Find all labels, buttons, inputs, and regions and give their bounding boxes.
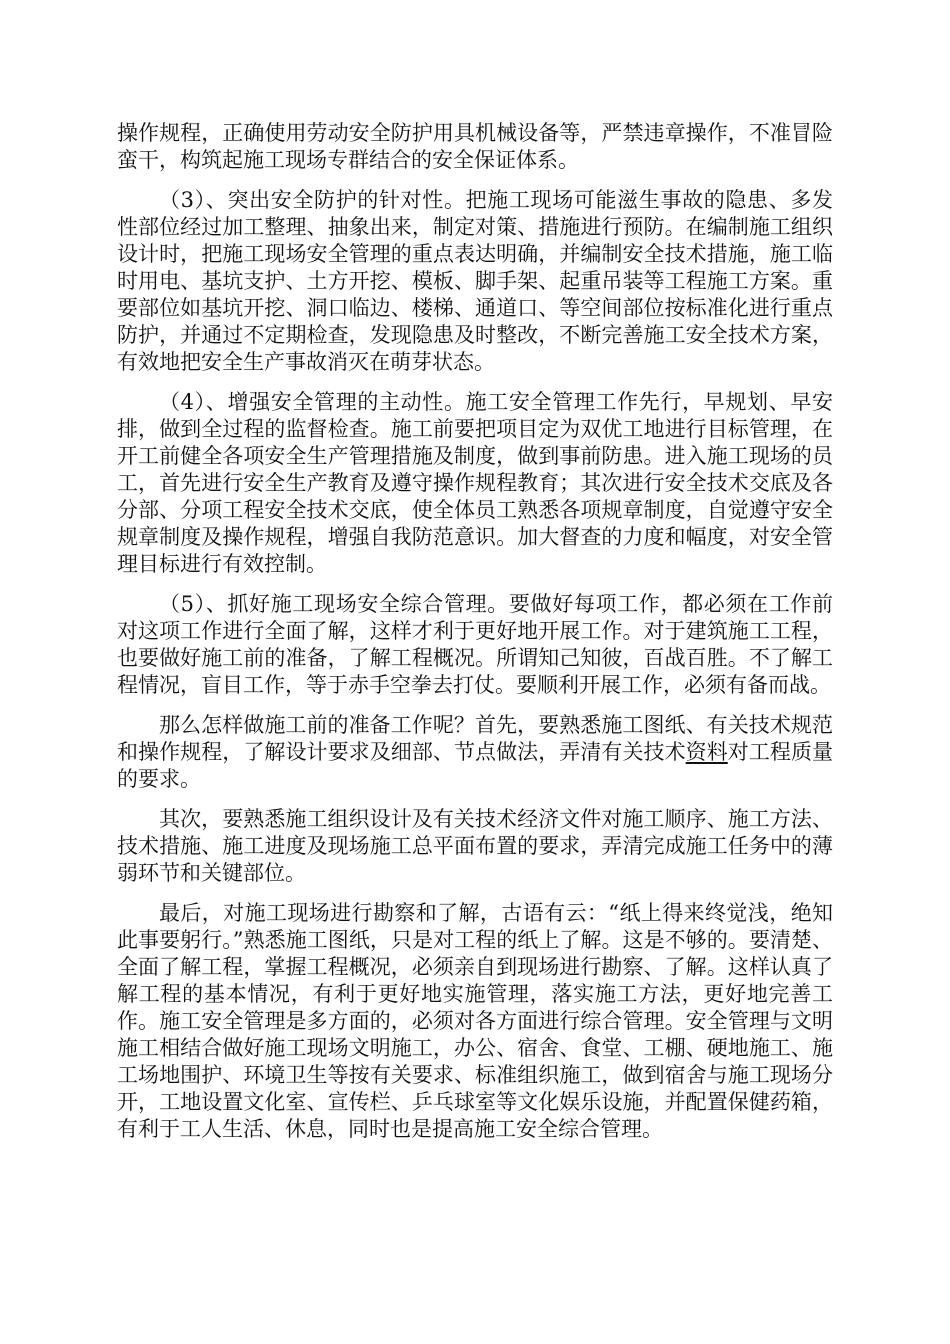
document-page <box>117 120 833 1156</box>
materials-link[interactable]: 资料 <box>685 740 728 764</box>
paragraph-preparation-tail: 对工程质量的要求。 <box>117 740 834 791</box>
paragraph-site-management: （5）、抓好施工现场安全综合管理。要做好每项工作，都必须在工作前对这项工作进行全面了解，这样才利于更好地开展工作。对于建筑施工工程，也要做好施工前的准备，了解工程概况。所谓知己知彼，百战百胜。不了解工程情况，盲目工作，等于赤手空拳去打仗。要顺利开展工作，必须有备而战。 <box>117 592 833 697</box>
paragraph-last: 最后，对施工现场进行勘察和了解，古语有云：“纸上得来终觉浅，绝知此事要躬行。”熟悉施工图纸，只是对工程的纸上了解。这是不够的。要清楚、全面了解工程，掌握工程概况，必须亲自到现场进行勘察、了解。这样认真了解工程的基本情况，有利于更好地实施管理，落实施工方法，更好地完善工作。施工安全管理是多方面的，必须对各方面进行综合管理。安全管理与文明施工相结合做好施工现场文明施工，办公、宿舍、食堂、工棚、硬地施工、施工场地围护、环境卫生等按有关要求、标准组织施工，做到宿舍与施工现场分开，工地设置文化室、宣传栏、乒乓球室等文化娱乐设施，并配置保健药箱，有利于工人生活、休息，同时也是提高施工安全综合管理。 <box>117 901 833 1141</box>
paragraph-continuation: 操作规程，正确使用劳动安全防护用具机械设备等，严禁违章操作，不准冒险蛮干，构筑起施工现场专群结合的安全保证体系。 <box>117 121 833 172</box>
paragraph-preparation-text: 那么怎样做施工前的准备工作呢？首先，要熟悉施工图纸、有关技术规范和操作规程，了解设计要求及细部、节点做法，弄清有关技术 <box>117 713 833 764</box>
paragraph-preparation <box>117 712 833 793</box>
paragraph-safety-protection: （3）、突出安全防护的针对性。把施工现场可能滋生事故的隐患、多发性部位经过加工整理、抽象出来，制定对策、措施进行预防。在编制施工组织设计时，把施工现场安全管理的重点表达明确，并编制安全技术措施，施工临时用电、基坑支护、土方开挖、模板、脚手架、起重吊装等工程施工方案。重要部位如基坑开挖、洞口临边、楼梯、通道口、等空间部位按标准化进行重点防护，并通过不定期检查，发现隐患及时整改，不断完善施工安全技术方案，有效地把安全生产事故消灭在萌芽状态。 <box>117 188 833 374</box>
paragraph-second: 其次，要熟悉施工组织设计及有关技术经济文件对施工顺序、施工方法、技术措施、施工进度及现场施工总平面布置的要求，弄清完成施工任务中的薄弱环节和关键部位。 <box>117 807 833 885</box>
paragraph-safety-initiative: （4）、增强安全管理的主动性。施工安全管理工作先行，早规划、早安排，做到全过程的监督检查。施工前要把项目定为双优工地进行目标管理，在开工前健全各项安全生产管理措施及制度，做到事前防患。进入施工现场的员工，首先进行安全生产教育及遵守操作规程教育；其次进行安全技术交底及各分部、分项工程安全技术交底，使全体员工熟悉各项规章制度，自觉遵守安全规章制度及操作规程，增强自我防范意识。加大督查的力度和幅度，对安全管理目标进行有效控制。 <box>117 390 833 576</box>
